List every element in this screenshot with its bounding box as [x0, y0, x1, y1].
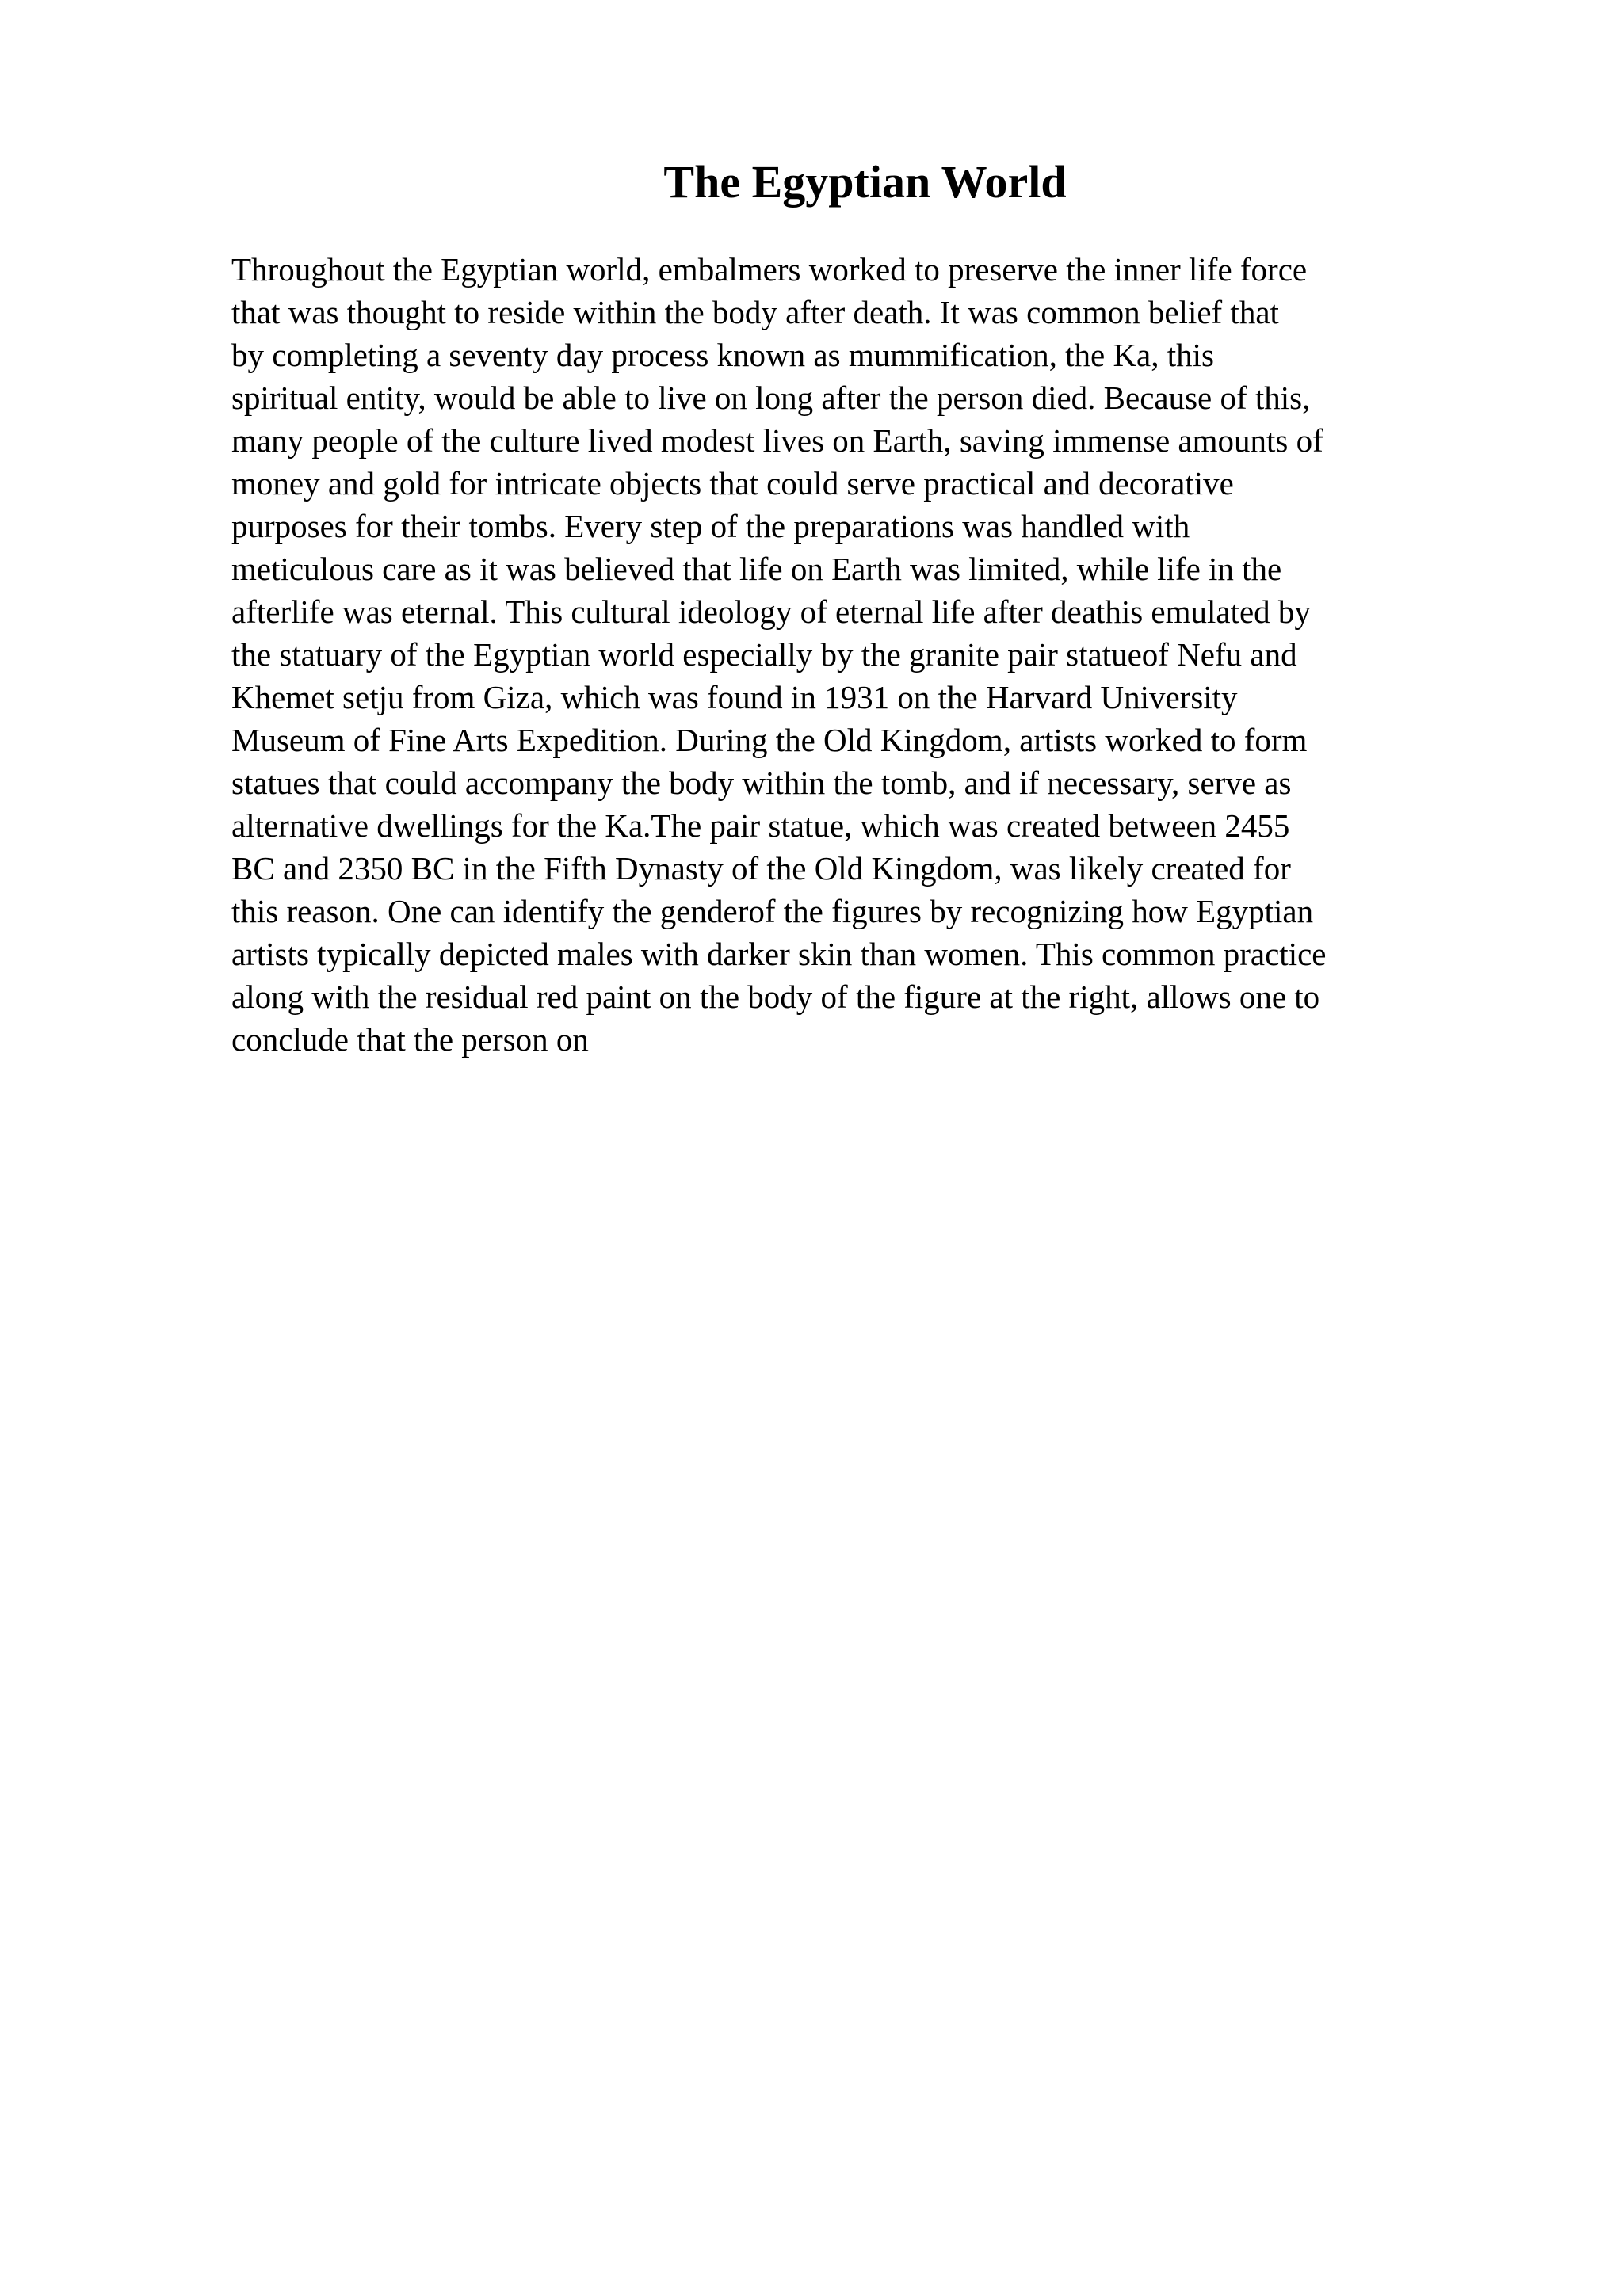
paragraph-line: money and gold for intricate objects that could serve practical and decorative — [231, 465, 1234, 502]
paragraph-line: that was thought to reside within the body after death. It was common belief that — [231, 294, 1279, 330]
paragraph-line: alternative dwellings for the Ka.The pair statue, which was created between 2455 — [231, 807, 1290, 844]
paragraph-line: this reason. One can identify the genderof the figures by recognizing how Egyptian — [231, 893, 1314, 929]
body-paragraph — [231, 248, 1327, 1061]
paragraph-line: statues that could accompany the body within the tomb, and if necessary, serve as — [231, 765, 1292, 801]
paragraph-line: many people of the culture lived modest lives on Earth, saving immense amounts of — [231, 422, 1323, 459]
paragraph-line: along with the residual red paint on the body of the figure at the right, allows one to — [231, 978, 1320, 1015]
paragraph-line: conclude that the person on — [231, 1021, 589, 1058]
paragraph-line: Throughout the Egyptian world, embalmers worked to preserve the inner life force — [231, 251, 1308, 288]
paragraph-line: afterlife was eternal. This cultural ideology of eternal life after deathis emulated by — [231, 593, 1311, 630]
paragraph-line: purposes for their tombs. Every step of the preparations was handled with — [231, 508, 1190, 544]
paragraph-line: meticulous care as it was believed that life on Earth was limited, while life in the — [231, 551, 1282, 587]
paragraph-line: spiritual entity, would be able to live on long after the person died. Because of this, — [231, 379, 1311, 416]
paragraph-line: BC and 2350 BC in the Fifth Dynasty of the Old Kingdom, was likely created for — [231, 850, 1291, 887]
paragraph-line: artists typically depicted males with darker skin than women. This common practice — [231, 936, 1327, 972]
paragraph-line: by completing a seventy day process known as mummification, the Ka, this — [231, 337, 1214, 373]
paragraph-line: Khemet setju from Giza, which was found in 1931 on the Harvard University — [231, 679, 1238, 715]
paragraph-line: the statuary of the Egyptian world especially by the granite pair statueof Nefu and — [231, 636, 1297, 673]
paragraph-line: Museum of Fine Arts Expedition. During the Old Kingdom, artists worked to form — [231, 722, 1308, 758]
document-title: The Egyptian World — [663, 156, 1067, 208]
